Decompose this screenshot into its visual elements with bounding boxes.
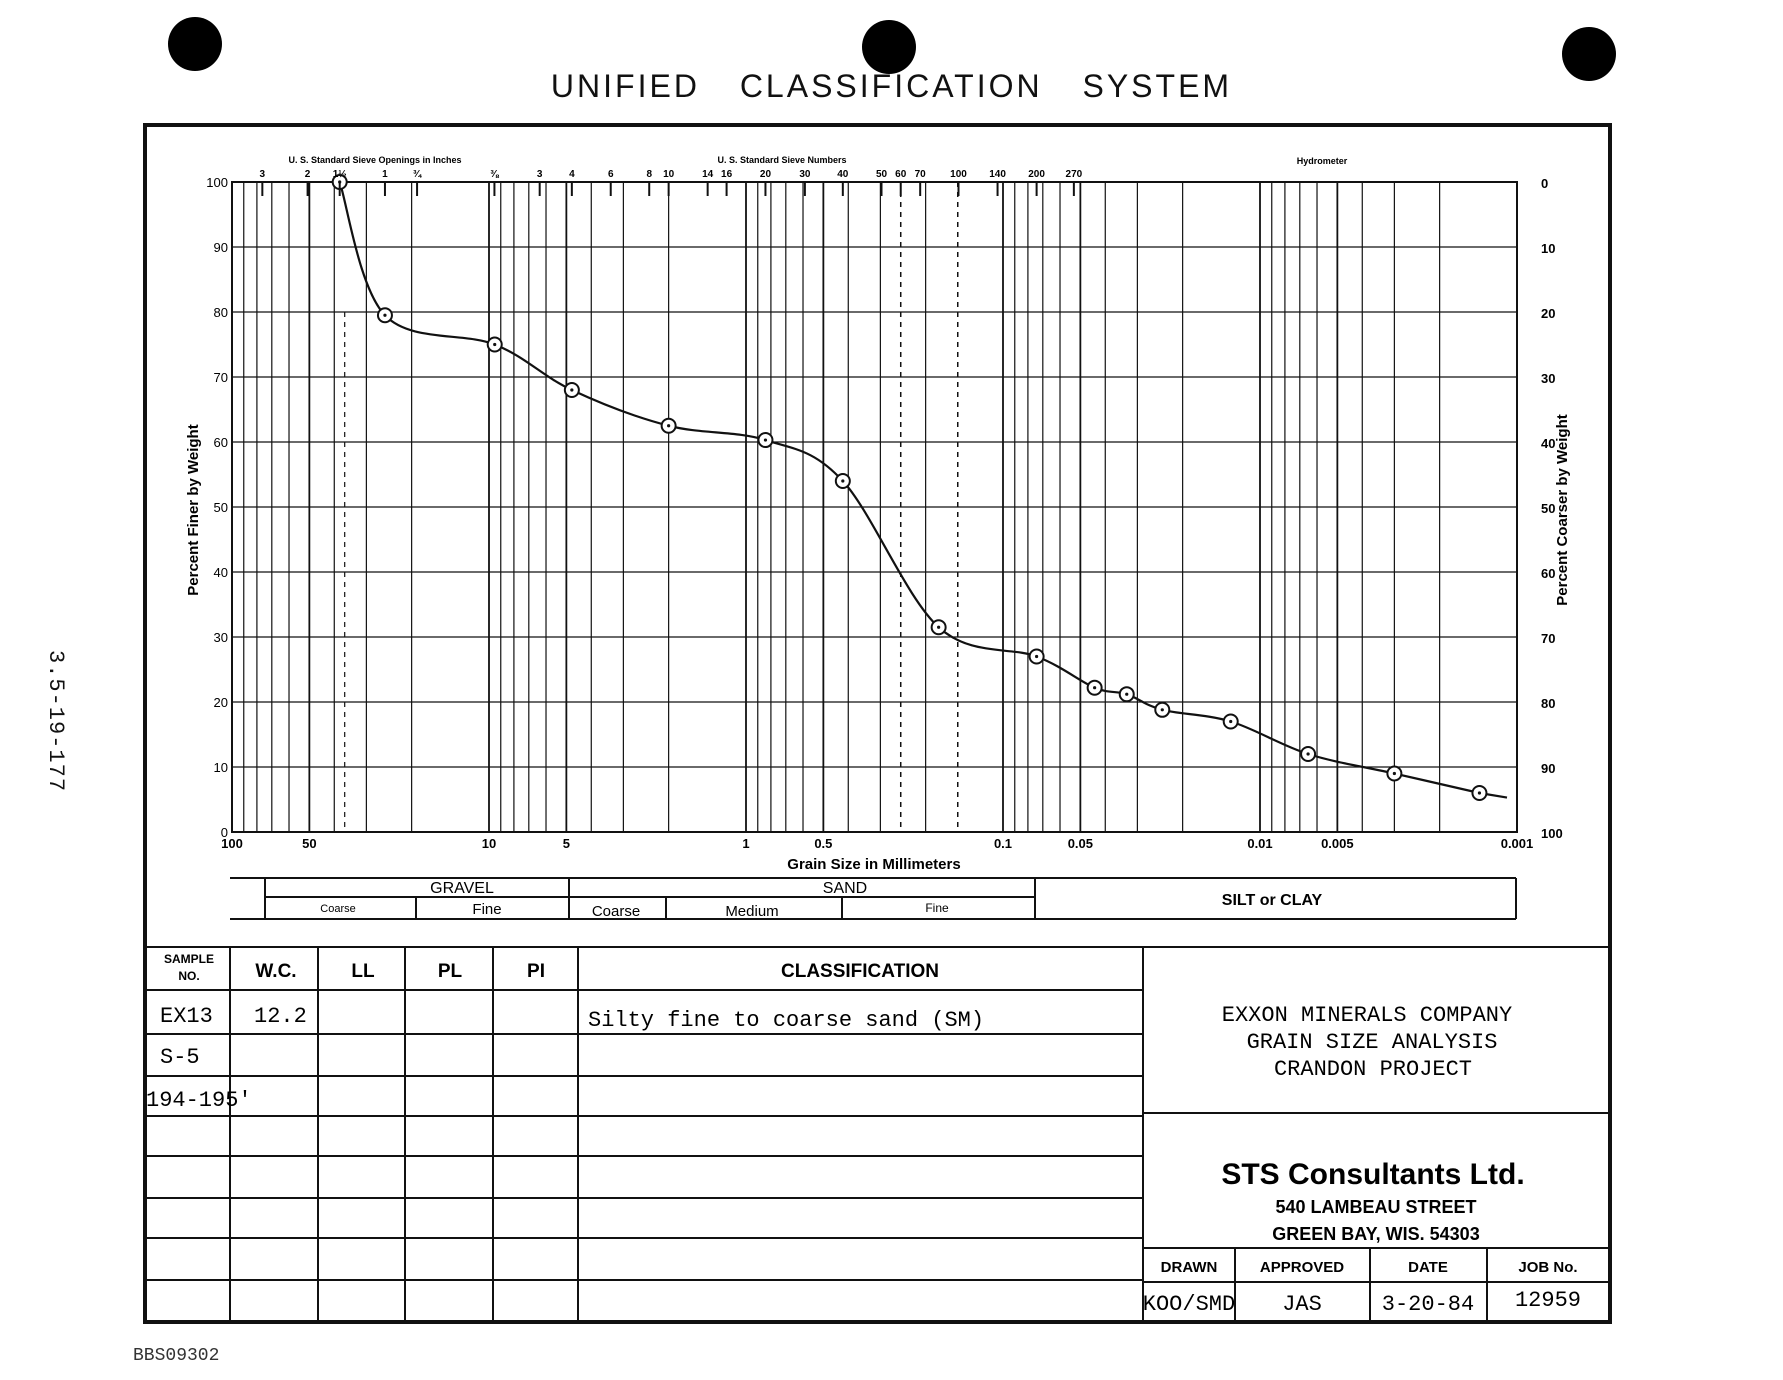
job-value: 12959: [1514, 1288, 1582, 1313]
y-tick-label-left: 30: [213, 630, 228, 645]
y-tick-label-right: 40: [1541, 436, 1556, 451]
sand-coarse-label: Coarse: [591, 903, 641, 920]
sand-label: SAND: [822, 880, 868, 897]
y-tick-label-right: 30: [1541, 371, 1556, 386]
data-point-center: [493, 343, 496, 346]
approved-value: JAS: [1282, 1292, 1322, 1317]
data-point-center: [1093, 686, 1096, 689]
client-line-3: CRANDON PROJECT: [1273, 1057, 1473, 1082]
side-document-code: 3.5-19-177: [43, 650, 68, 793]
sieve-number-label: 100: [950, 169, 967, 180]
hydrometer-header: Hydrometer: [1296, 156, 1348, 166]
sieve-number-label: 270: [1065, 169, 1083, 180]
sieve-inches-header: U. S. Standard Sieve Openings in Inches: [288, 155, 462, 165]
data-point-center: [1393, 772, 1396, 775]
sand-medium-label: Medium: [725, 903, 779, 920]
row1-wc: 12.2: [254, 1004, 307, 1029]
y-tick-label-left: 70: [213, 370, 228, 385]
y-tick-label-right: 50: [1541, 501, 1556, 516]
y-tick-label-right: 80: [1541, 696, 1556, 711]
x-tick-label: 10: [481, 836, 497, 851]
y-tick-label-left: 20: [213, 695, 228, 710]
data-point-center: [764, 438, 767, 441]
sieve-number-label: 140: [989, 169, 1006, 180]
sample-no-header-line1: SAMPLE: [163, 952, 215, 966]
x-tick-label: 0.005: [1321, 836, 1354, 851]
gravel-fine-label: Fine: [472, 901, 502, 918]
sieve-number-label: 60: [895, 169, 907, 180]
x-tick-label: 0.001: [1500, 836, 1534, 851]
y-tick-label-left: 90: [213, 240, 228, 255]
sieve-inch-label: ⅜: [490, 169, 499, 180]
drawn-value: KOO/SMD: [1142, 1292, 1236, 1317]
sieve-number-label: 20: [759, 169, 772, 180]
firm-street: 540 LAMBEAU STREET: [1275, 1197, 1477, 1217]
y-tick-label-right: 100: [1541, 826, 1563, 841]
data-point-center: [1306, 752, 1309, 755]
sieve-number-label: 6: [607, 169, 614, 180]
sample-no-header-line2: NO.: [178, 969, 200, 983]
sieve-number-label: 14: [702, 169, 714, 180]
data-point-center: [570, 388, 573, 391]
sieve-inch-label: 1½: [332, 169, 347, 180]
data-point-center: [1125, 693, 1128, 696]
job-label: JOB No.: [1518, 1259, 1578, 1276]
wc-header: W.C.: [255, 961, 297, 982]
sieve-number-label: 10: [663, 169, 675, 180]
sheet-frame: [145, 125, 1610, 1322]
sieve-inch-label: 2: [304, 169, 311, 180]
sieve-numbers-header: U. S. Standard Sieve Numbers: [717, 155, 847, 165]
row1-classification: Silty fine to coarse sand (SM): [588, 1008, 985, 1033]
classification-header: CLASSIFICATION: [781, 961, 939, 982]
y-tick-label-left: 10: [213, 760, 228, 775]
date-label: DATE: [1408, 1259, 1448, 1276]
sieve-number-label: 3: [536, 169, 543, 180]
x-tick-label: 1: [742, 836, 750, 851]
firm-name: STS Consultants Ltd.: [1221, 1158, 1525, 1191]
y-tick-label-right: 0: [1541, 176, 1549, 191]
x-tick-label: 0.01: [1247, 836, 1273, 851]
y-tick-label-right: 20: [1541, 306, 1556, 321]
sieve-inch-label: ¾: [412, 169, 422, 180]
page-title: UNIFIED CLASSIFICATION SYSTEM: [550, 68, 1233, 104]
data-point-center: [383, 314, 386, 317]
data-point-center: [841, 479, 844, 482]
x-tick-label: 50: [302, 836, 317, 851]
pi-header: PI: [527, 961, 545, 982]
chart-ticks-layer: [206, 169, 1562, 851]
sieve-number-label: 70: [914, 169, 926, 180]
x-tick-label: 0.05: [1067, 836, 1094, 851]
firm-city: GREEN BAY, WIS. 54303: [1272, 1224, 1480, 1244]
x-axis-title: Grain Size in Millimeters: [787, 856, 961, 873]
sieve-number-label: 50: [875, 169, 888, 180]
data-point-center: [1035, 655, 1038, 658]
y-tick-label-left: 0: [220, 825, 228, 840]
client-line-1: EXXON MINERALS COMPANY: [1221, 1003, 1513, 1028]
data-point-center: [937, 626, 940, 629]
date-value: 3-20-84: [1381, 1292, 1475, 1317]
y-axis-title-left: Percent Finer by Weight: [185, 424, 202, 596]
data-point-center: [1161, 708, 1164, 711]
pl-header: PL: [437, 961, 463, 982]
sieve-number-label: 200: [1028, 169, 1045, 180]
chart-grid: [232, 182, 1517, 832]
silt-clay-label: SILT or CLAY: [1221, 892, 1323, 909]
sieve-number-label: 16: [721, 169, 733, 180]
y-tick-label-left: 80: [213, 305, 228, 320]
data-point-center: [1229, 720, 1232, 723]
y-axis-title-right: Percent Coarser by Weight: [1554, 414, 1571, 606]
ll-header: LL: [351, 961, 375, 982]
gradation-curve: [340, 182, 1507, 798]
gradation-curve-layer: [333, 175, 1507, 800]
y-tick-label-right: 70: [1541, 631, 1556, 646]
x-tick-label: 0.5: [814, 836, 833, 851]
gravel-label: GRAVEL: [430, 880, 494, 897]
row2-sample: S-5: [160, 1045, 200, 1070]
x-tick-label: 5: [562, 836, 570, 851]
y-tick-label-left: 40: [213, 565, 228, 580]
sieve-inch-label: 1: [382, 169, 388, 180]
y-tick-label-right: 60: [1541, 566, 1556, 581]
sieve-number-label: 8: [646, 169, 653, 180]
y-tick-label-left: 60: [213, 435, 228, 450]
x-tick-label: 0.1: [993, 836, 1013, 851]
sieve-number-label: 4: [569, 169, 575, 180]
sieve-number-label: 40: [837, 169, 849, 180]
data-point-center: [667, 424, 670, 427]
gravel-coarse-label: Coarse: [320, 903, 356, 915]
x-tick-label: 100: [221, 836, 243, 851]
sieve-inch-label: 3: [259, 169, 266, 180]
sieve-number-label: 30: [799, 169, 811, 180]
y-tick-label-left: 50: [213, 500, 228, 515]
row1-sample: EX13: [160, 1004, 213, 1029]
approved-label: APPROVED: [1259, 1259, 1345, 1276]
footer-document-code: BBS09302: [133, 1346, 220, 1366]
y-tick-label-right: 90: [1541, 761, 1556, 776]
y-tick-label-left: 100: [206, 175, 228, 190]
drawn-label: DRAWN: [1160, 1259, 1218, 1276]
row3-sample: 194-195': [146, 1088, 252, 1113]
y-tick-label-right: 10: [1541, 241, 1556, 256]
soil-classification-bar: [230, 878, 1516, 919]
client-line-2: GRAIN SIZE ANALYSIS: [1246, 1030, 1498, 1055]
sand-fine-label: Fine: [925, 901, 949, 915]
data-point-center: [1478, 791, 1481, 794]
